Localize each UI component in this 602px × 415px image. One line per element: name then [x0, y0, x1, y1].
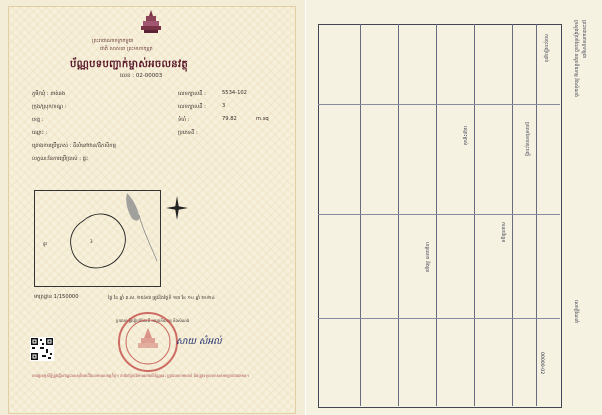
field-land-type: ប្រភេទដី : [178, 130, 198, 136]
signature-name: សាយ សំអល់ [176, 337, 222, 347]
field-parcel-no-value: 3 [222, 103, 226, 109]
kingdom-header: ព្រះរាជាណាចក្រកម្ពុជា [92, 38, 134, 44]
official-seal [118, 312, 178, 372]
bottom-note: សេចក្តីណែនាំ [573, 300, 578, 324]
field-owner: ឈ្មោះ : [32, 130, 48, 136]
table-divider [536, 24, 537, 406]
table-row-divider [318, 104, 560, 105]
qr-code-icon [30, 337, 54, 361]
row-number: 00000-02 [539, 352, 544, 375]
official-title: ប្រធានមន្ទីររៀបចំដែនដី នគរូបនីយកម្ម និងសំណង់ [116, 318, 190, 323]
field-area-unit: m.sq [256, 116, 269, 122]
certificate-number [120, 72, 162, 80]
north-arrow-icon [166, 196, 188, 220]
field-parcel-no-label: លេខក្បាលដី : [178, 104, 206, 110]
col-header-date: កាលបរិច្ឆេទ [500, 222, 505, 243]
map-side-label: ផ្លូវ [43, 241, 47, 246]
field-area-value: 79.82 [222, 116, 237, 122]
map-scale-label: មាត្រដ្ឋាន [34, 294, 53, 300]
field-area-label: ទំហំ : [178, 117, 190, 123]
side-note-ministry: ក្រសួងរៀបចំដែនដី នគរូបនីយកម្ម និងសំណង់ [573, 20, 578, 97]
parcel-map-drawing [35, 191, 160, 286]
field-parcel-value: 5534-102 [222, 90, 247, 96]
col-header-owner-name: ឈ្មោះម្ចាស់ [462, 126, 467, 146]
cert-number-value: 02-00003 [135, 73, 163, 79]
field-province: ខេត្ត : [32, 117, 44, 123]
map-scale-value: 1/150000 [53, 294, 79, 300]
registration-table [318, 24, 562, 408]
footer-notice: ការផ្ទេរកម្មសិទ្ធិត្រូវធ្វើនៅរដ្ឋបាលសុរិយោដីដែលមានសមត្ថកិច្ច។ ការកែប្រែព័ត៌មាននៅលើប័ណ្ណនេះ ត្រូវបានហាមឃាត់ និងត្រូវទទួលទោសតាមច្បាប់ជាធរមាន។ [32, 373, 249, 378]
royal-emblem-icon [140, 10, 162, 34]
table-row-divider [318, 318, 560, 319]
field-village: ភូមិ/ឃុំ : ពាត់ឆង [32, 91, 66, 97]
field-usage-type: លក្ខណៈនៃការប្រើប្រាស់ : ផ្ទះ [32, 156, 89, 162]
field-district: ក្រុង/ស្រុក/ខណ្ឌ : [32, 104, 67, 110]
table-divider [436, 24, 437, 406]
certificate-title: ប័ណ្ណបទបញ្ជាក់ម្ចាស់អចលនវត្ថុ [70, 59, 189, 70]
parcel-map [34, 190, 161, 287]
seal-emblem-icon [120, 314, 176, 370]
map-scale [34, 293, 79, 301]
table-divider [474, 24, 475, 406]
col-header-signature-seal: ហត្ថលេខា និងត្រា [424, 242, 429, 273]
motto-header: ជាតិ សាសនា ព្រះមហាក្សត្រ [100, 46, 153, 52]
table-divider [360, 24, 361, 406]
map-parcel-label: 3 [90, 239, 93, 244]
table-row-divider [318, 214, 560, 215]
col-header-registration-type: ប្រភេទនៃការចុះបញ្ជី [524, 122, 529, 157]
side-note-kingdom: ព្រះរាជាណាចក្រកម្ពុជា [581, 20, 586, 59]
field-parcel-label: លេខក្បាលដី : [178, 91, 206, 97]
section-title: ការចុះបញ្ជីបន្ទាប់ [543, 34, 548, 63]
table-divider [512, 24, 513, 406]
field-usage-plan: គ្រោងការប្រើប្រាស់ : ដីលំនៅឋាន/ដីកសិកម្ម [32, 143, 116, 149]
cert-number-label: លេខ : [120, 73, 135, 79]
issue-date: ថ្ងៃ ខែ ឆ្នាំ ព.ស. ២៥៦៧ ត្រូវនឹងថ្ងៃទី ១៣ ខែ ១០ ឆ្នាំ ២០២៤ [108, 296, 215, 301]
table-divider [398, 24, 399, 406]
